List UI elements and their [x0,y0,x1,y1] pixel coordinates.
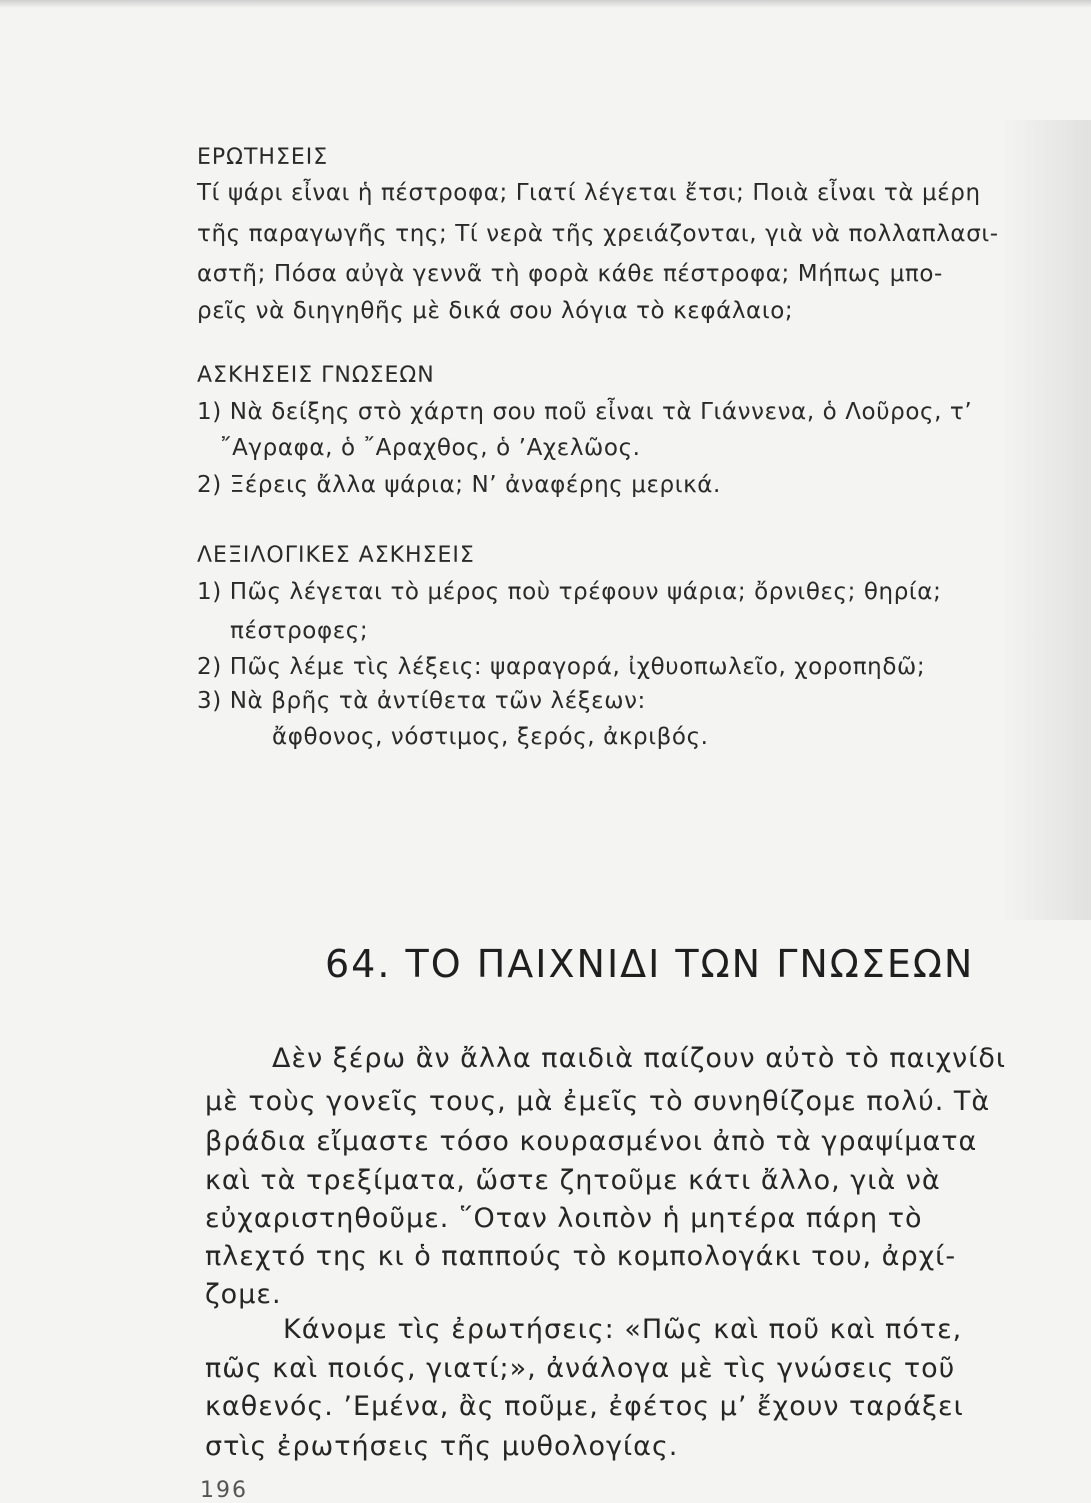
chapter-text-line: ζομε. [205,1279,282,1310]
chapter-text-line: Κάνομε τὶς ἐρωτήσεις: «Πῶς καὶ ποῦ καὶ πότε, [283,1314,963,1345]
vocabulary-exercise-line: 2) Πῶς λέμε τὶς λέξεις: ψαραγορά, ἰχθυοπωλεῖο, χοροπηδῶ; [197,654,926,680]
vocabulary-exercises-heading: ΛΕΞΙΛΟΓΙΚΕΣ ΑΣΚΗΣΕΙΣ [197,543,475,568]
page-number: 196 [200,1478,248,1503]
page-top-edge [0,0,1091,8]
chapter-text-line: καθενός. ’Εμένα, ἂς ποῦμε, ἐφέτος μ’ ἔχουν ταράξει [205,1391,964,1422]
chapter-text-line: πλεχτό της κι ὁ παππούς τὸ κομπολογάκι του, ἀρχί- [205,1241,957,1272]
questions-heading: ΕΡΩΤΗΣΕΙΣ [197,145,329,170]
vocabulary-exercise-line: ἄφθονος, νόστιμος, ξερός, ἀκριβός. [272,724,709,750]
chapter-text-line: πῶς καὶ ποιός, γιατί;», ἀνάλογα μὲ τὶς γνώσεις τοῦ [205,1353,956,1384]
chapter-text-line: εὐχαριστηθοῦμε. ῞Οταν λοιπὸν ἡ μητέρα πάρη τὸ [205,1203,923,1234]
chapter-text-line: στὶς ἐρωτήσεις τῆς μυθολογίας. [205,1431,679,1462]
vocabulary-exercise-line: πέστροφες; [230,618,369,644]
chapter-text-line: καὶ τὰ τρεξίματα, ὥστε ζητοῦμε κάτι ἄλλο, γιὰ νὰ [205,1165,941,1196]
vocabulary-exercise-line: 1) Πῶς λέγεται τὸ μέρος ποὺ τρέφουν ψάρια; ὄρνιθες; θηρία; [197,579,942,605]
chapter-text-line: βράδια εἴμαστε τόσο κουρασμένοι ἀπὸ τὰ γραψίματα [205,1126,978,1157]
knowledge-exercise-line: ῎Αγραφα, ὁ ῎Αραχθος, ὁ ’Αχελῶος. [220,435,641,461]
questions-line: τῆς παραγωγῆς της; Τί νερὰ τῆς χρειάζονται, γιὰ νὰ πολλαπλασι- [197,221,999,247]
questions-line: ρεῖς νὰ διηγηθῆς μὲ δικά σου λόγια τὸ κεφάλαιο; [197,298,794,324]
chapter-text-line: μὲ τοὺς γονεῖς τους, μὰ ἐμεῖς τὸ συνηθίζομε πολύ. Τὰ [205,1086,991,1117]
knowledge-exercise-line: 1) Νὰ δείξης στὸ χάρτη σου ποῦ εἶναι τὰ Γιάννενα, ὁ Λοῦρος, τ’ [197,399,973,425]
knowledge-exercises-heading: ΑΣΚΗΣΕΙΣ ΓΝΩΣΕΩΝ [197,363,435,388]
knowledge-exercise-line: 2) Ξέρεις ἄλλα ψάρια; Ν’ ἀναφέρης μερικά. [197,472,721,498]
bleed-through-shadow [1000,120,1091,920]
questions-line: Τί ψάρι εἶναι ἡ πέστροφα; Γιατί λέγεται ἔτσι; Ποιὰ εἶναι τὰ μέρη [197,180,981,206]
vocabulary-exercise-line: 3) Νὰ βρῆς τὰ ἀντίθετα τῶν λέξεων: [197,688,646,714]
questions-line: αστῆ; Πόσα αὐγὰ γεννᾶ τὴ φορὰ κάθε πέστροφα; Μήπως μπο- [197,261,943,287]
chapter-title: 64. ΤΟ ΠΑΙΧΝΙΔΙ ΤΩΝ ΓΝΩΣΕΩΝ [325,942,975,986]
chapter-text-line: Δὲν ξέρω ἂν ἄλλα παιδιὰ παίζουν αὐτὸ τὸ παιχνίδι [272,1043,1007,1074]
